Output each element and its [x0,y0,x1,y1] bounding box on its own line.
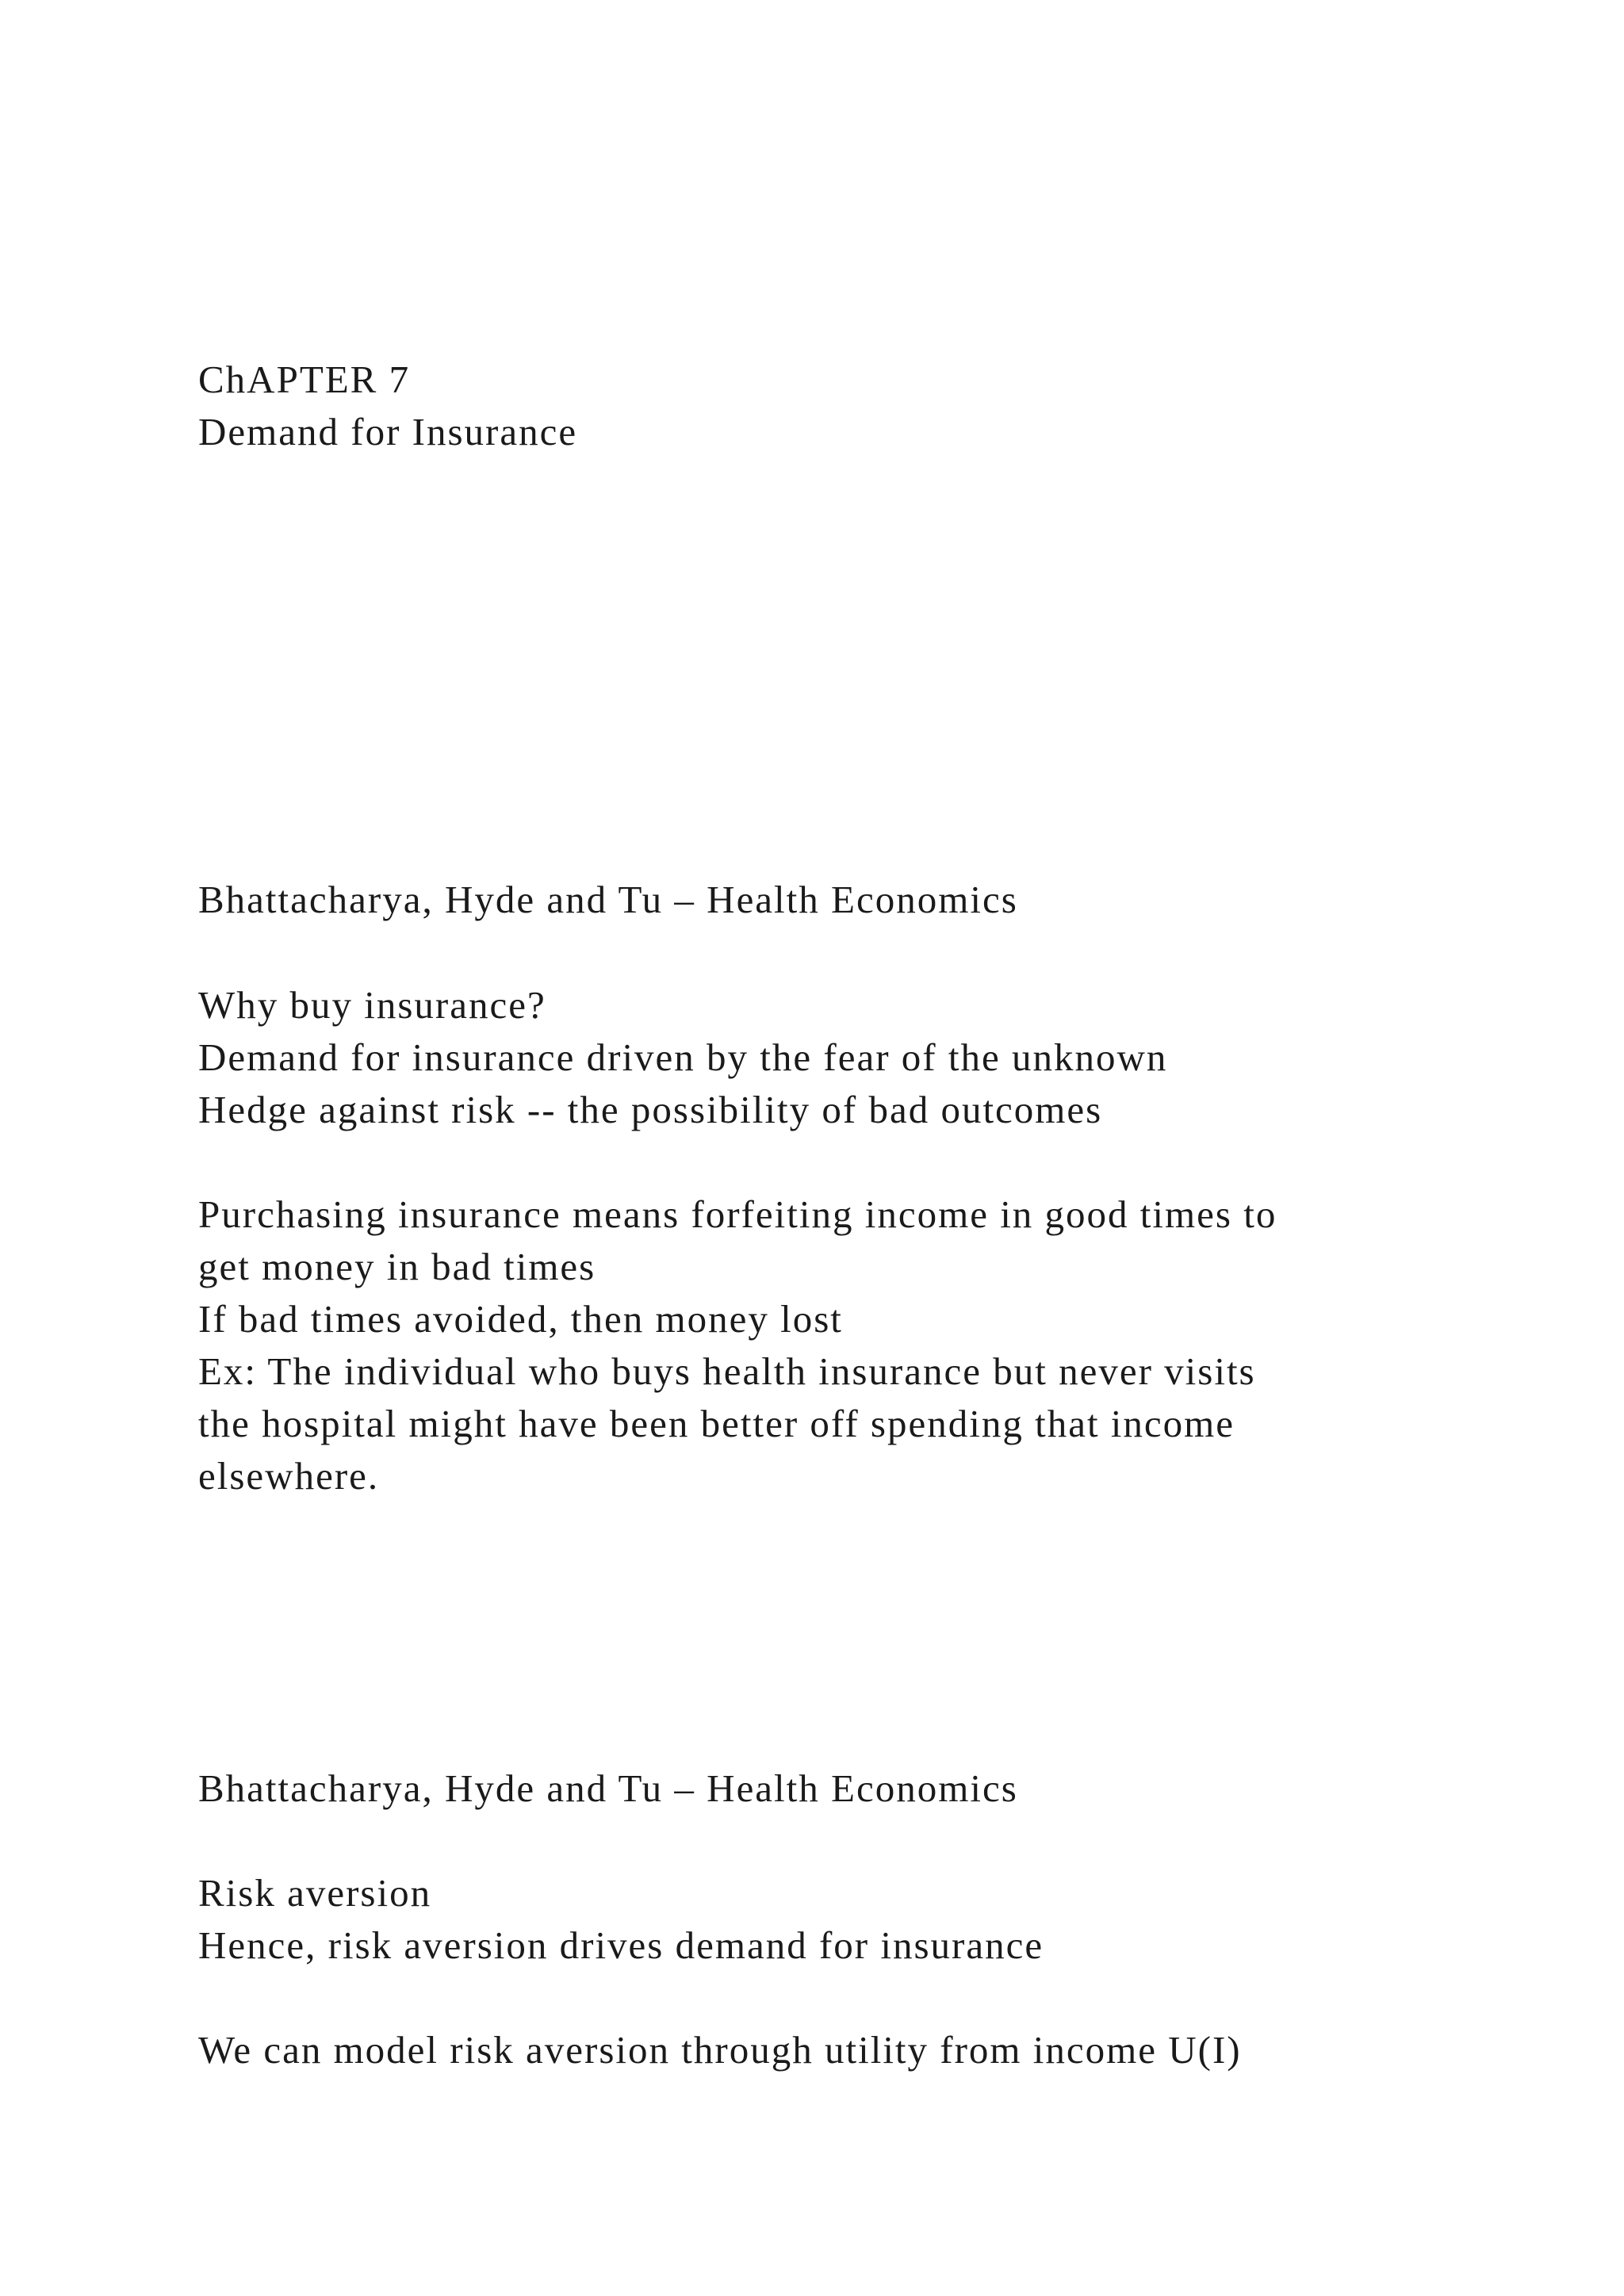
paragraph-line: Ex: The individual who buys health insurance but never visits [198,1349,1256,1393]
paragraph-line: We can model risk aversion through utility from income U(I) [198,2028,1242,2072]
section-heading: Risk aversion [198,1871,432,1915]
section-heading: Why buy insurance? [198,983,546,1027]
chapter-label: ChAPTER 7 [198,358,411,401]
bullet-line: Demand for insurance driven by the fear of the unknown [198,1035,1168,1079]
source-credit: Bhattacharya, Hyde and Tu – Health Economics [198,1766,1018,1810]
bullet-line: Hedge against risk -- the possibility of bad outcomes [198,1088,1103,1131]
paragraph-line: elsewhere. [198,1454,380,1498]
source-credit: Bhattacharya, Hyde and Tu – Health Economics [198,878,1018,921]
paragraph-line: Purchasing insurance means forfeiting income in good times to [198,1192,1277,1236]
paragraph-line: the hospital might have been better off spending that income [198,1402,1235,1445]
paragraph-line: get money in bad times [198,1245,596,1288]
chapter-title: Demand for Insurance [198,410,578,453]
bullet-line: Hence, risk aversion drives demand for insurance [198,1923,1044,1967]
paragraph-line: If bad times avoided, then money lost [198,1297,843,1341]
